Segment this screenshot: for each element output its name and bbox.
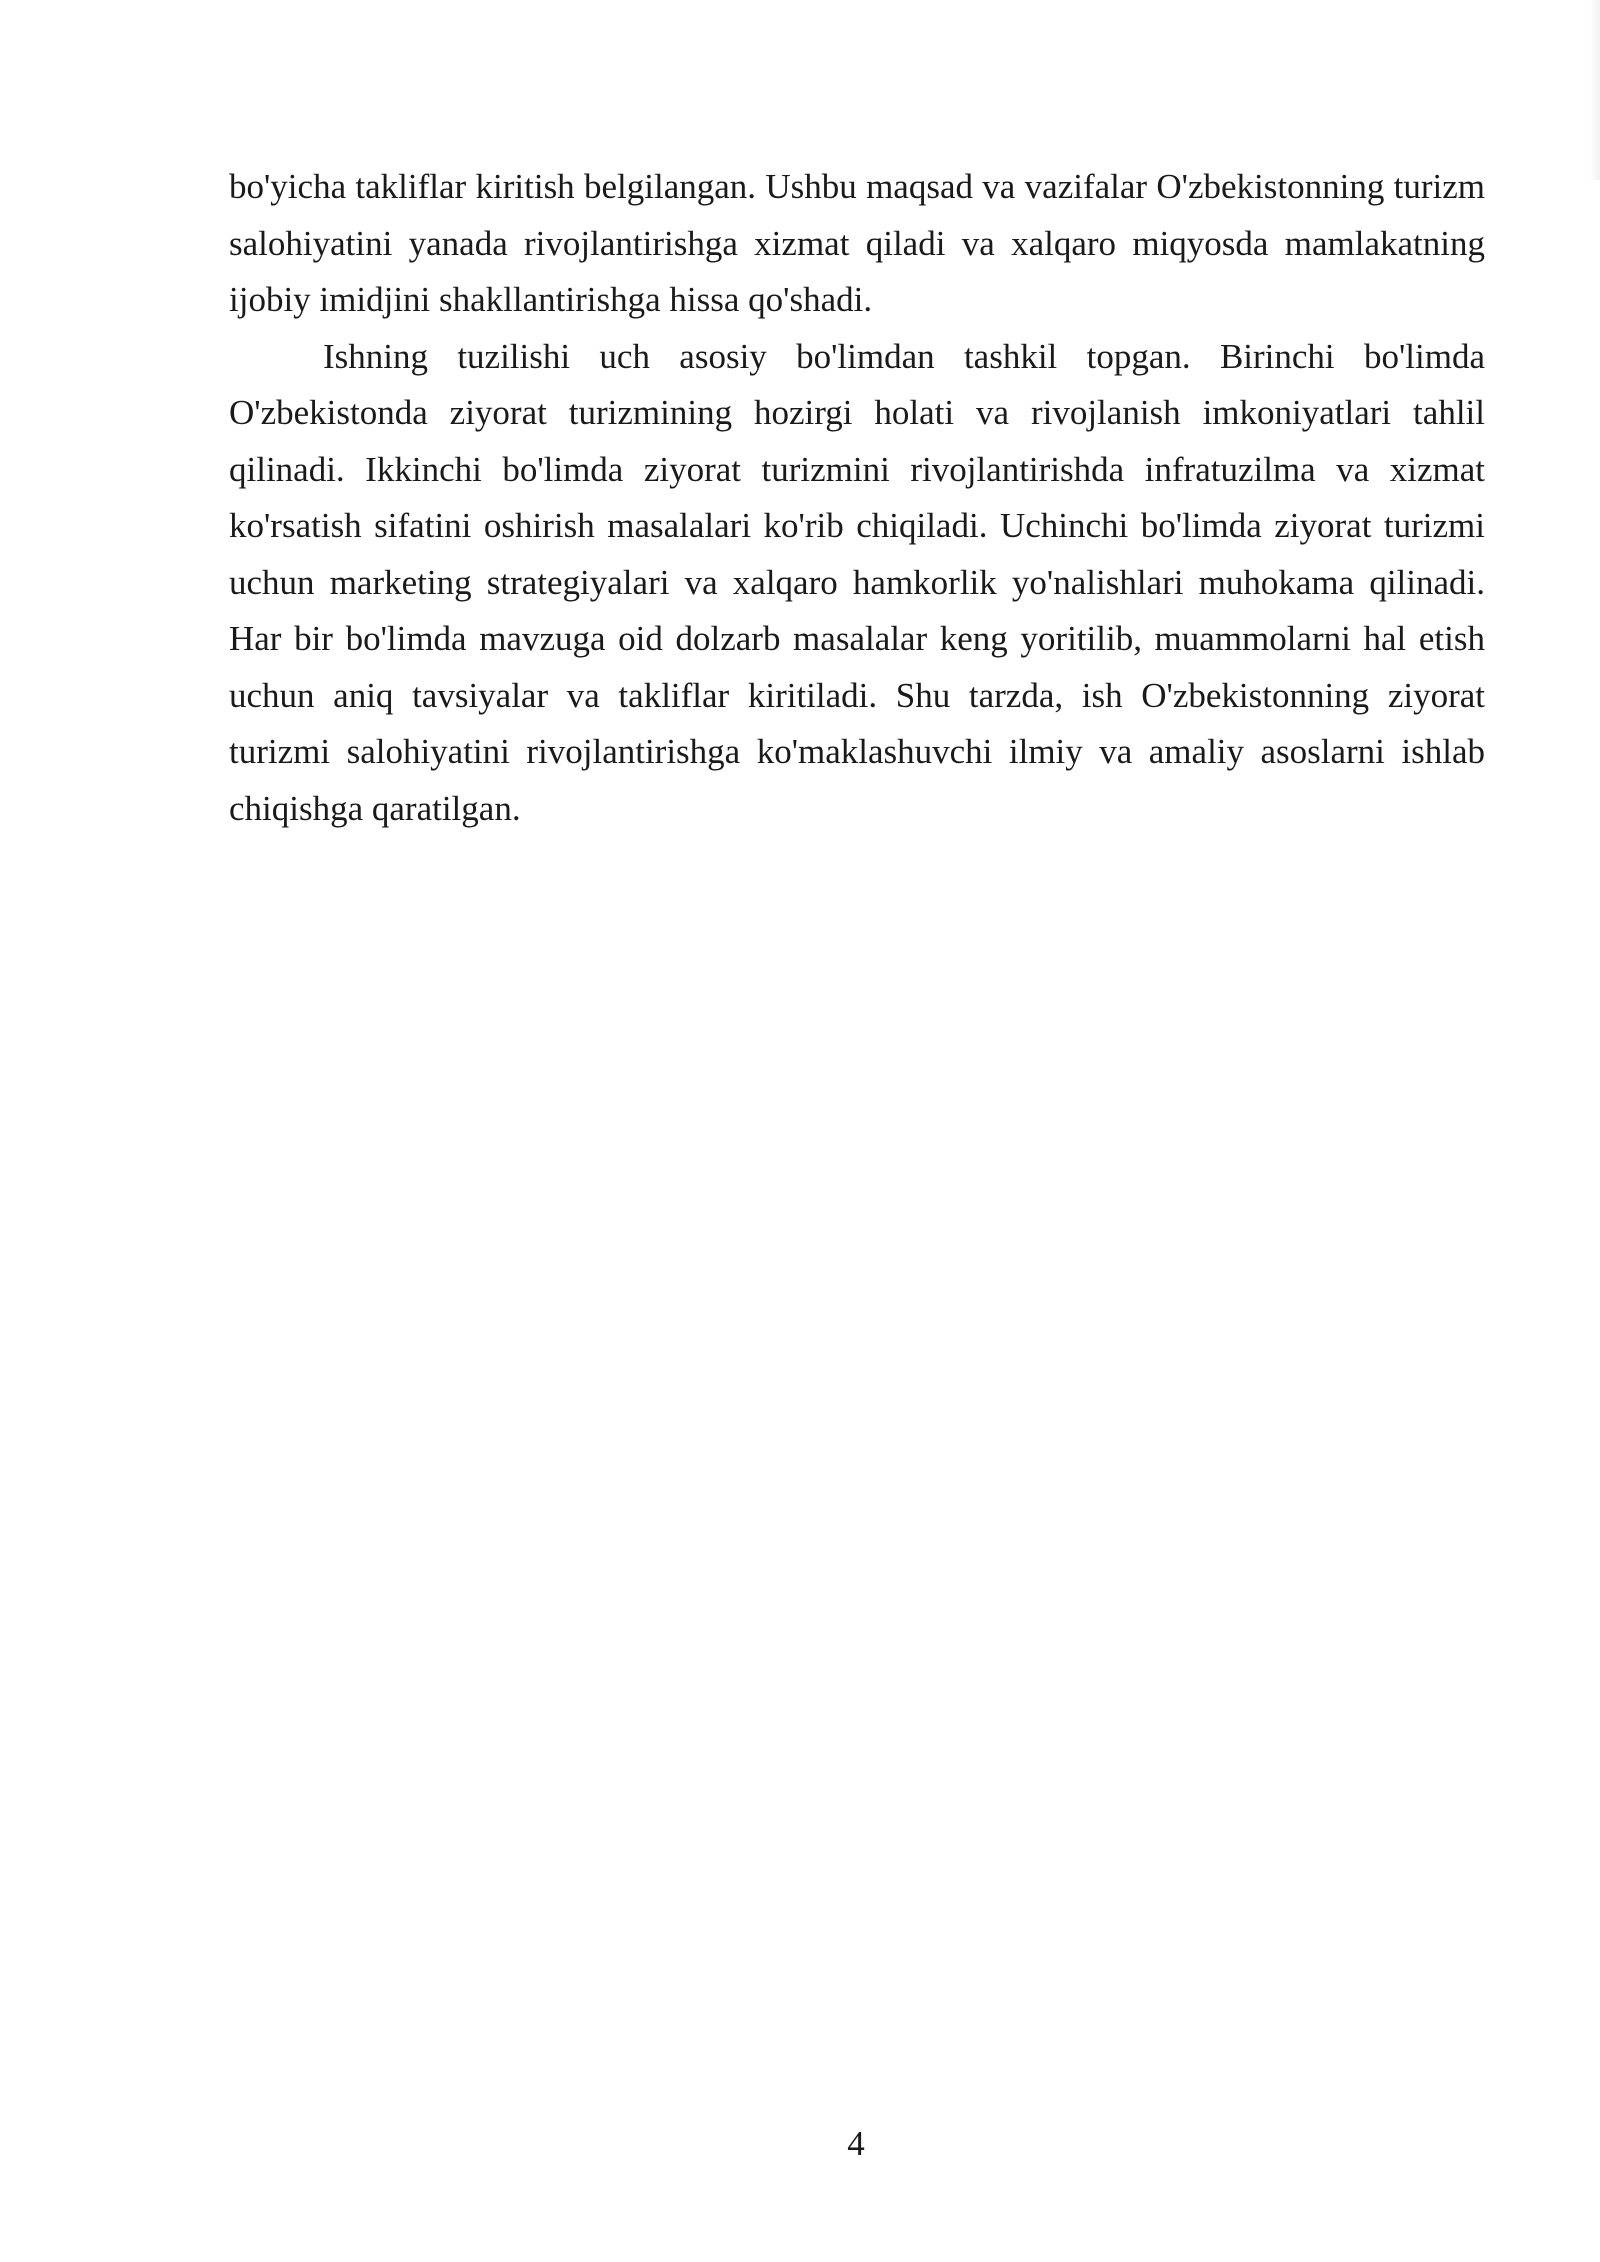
page-edge-shadow [1590, 0, 1600, 180]
paragraph-continuation: bo'yicha takliflar kiritish belgilangan. Ushbu maqsad va vazifalar O'zbekistonning turizm salohiyatini yanada rivojlantirishga xizmat qiladi va xalqaro miqyosda mamlakatning ijobiy imidjini shakllantirishga hissa qo'shadi. [229, 167, 1485, 319]
body-text [229, 159, 1485, 837]
paragraph-structure: Ishning tuzilishi uch asosiy bo'limdan tashkil topgan. Birinchi bo'limda O'zbekistonda ziyorat turizmining hozirgi holati va rivojlanish imkoniyatlari tahlil qilinadi. Ikkinchi bo'limda ziyorat turizmini rivojlantirishda infratuzilma va xizmat ko'rsatish sifatini oshirish masalalari ko'rib chiqiladi. Uchinchi bo'limda ziyorat turizmi uchun marketing strategiyalari va xalqaro hamkorlik yo'nalishlari muhokama qilinadi. Har bir bo'limda mavzuga oid dolzarb masalalar keng yoritilib, muammolarni hal etish uchun aniq tavsiyalar va takliflar kiritiladi. Shu tarzda, ish O'zbekistonning ziyorat turizmi salohiyatini rivojlantirishga ko'maklashuvchi ilmiy va amaliy asoslarni ishlab chiqishga qaratilgan. [229, 336, 1485, 828]
page-number: 4 [847, 2124, 865, 2163]
